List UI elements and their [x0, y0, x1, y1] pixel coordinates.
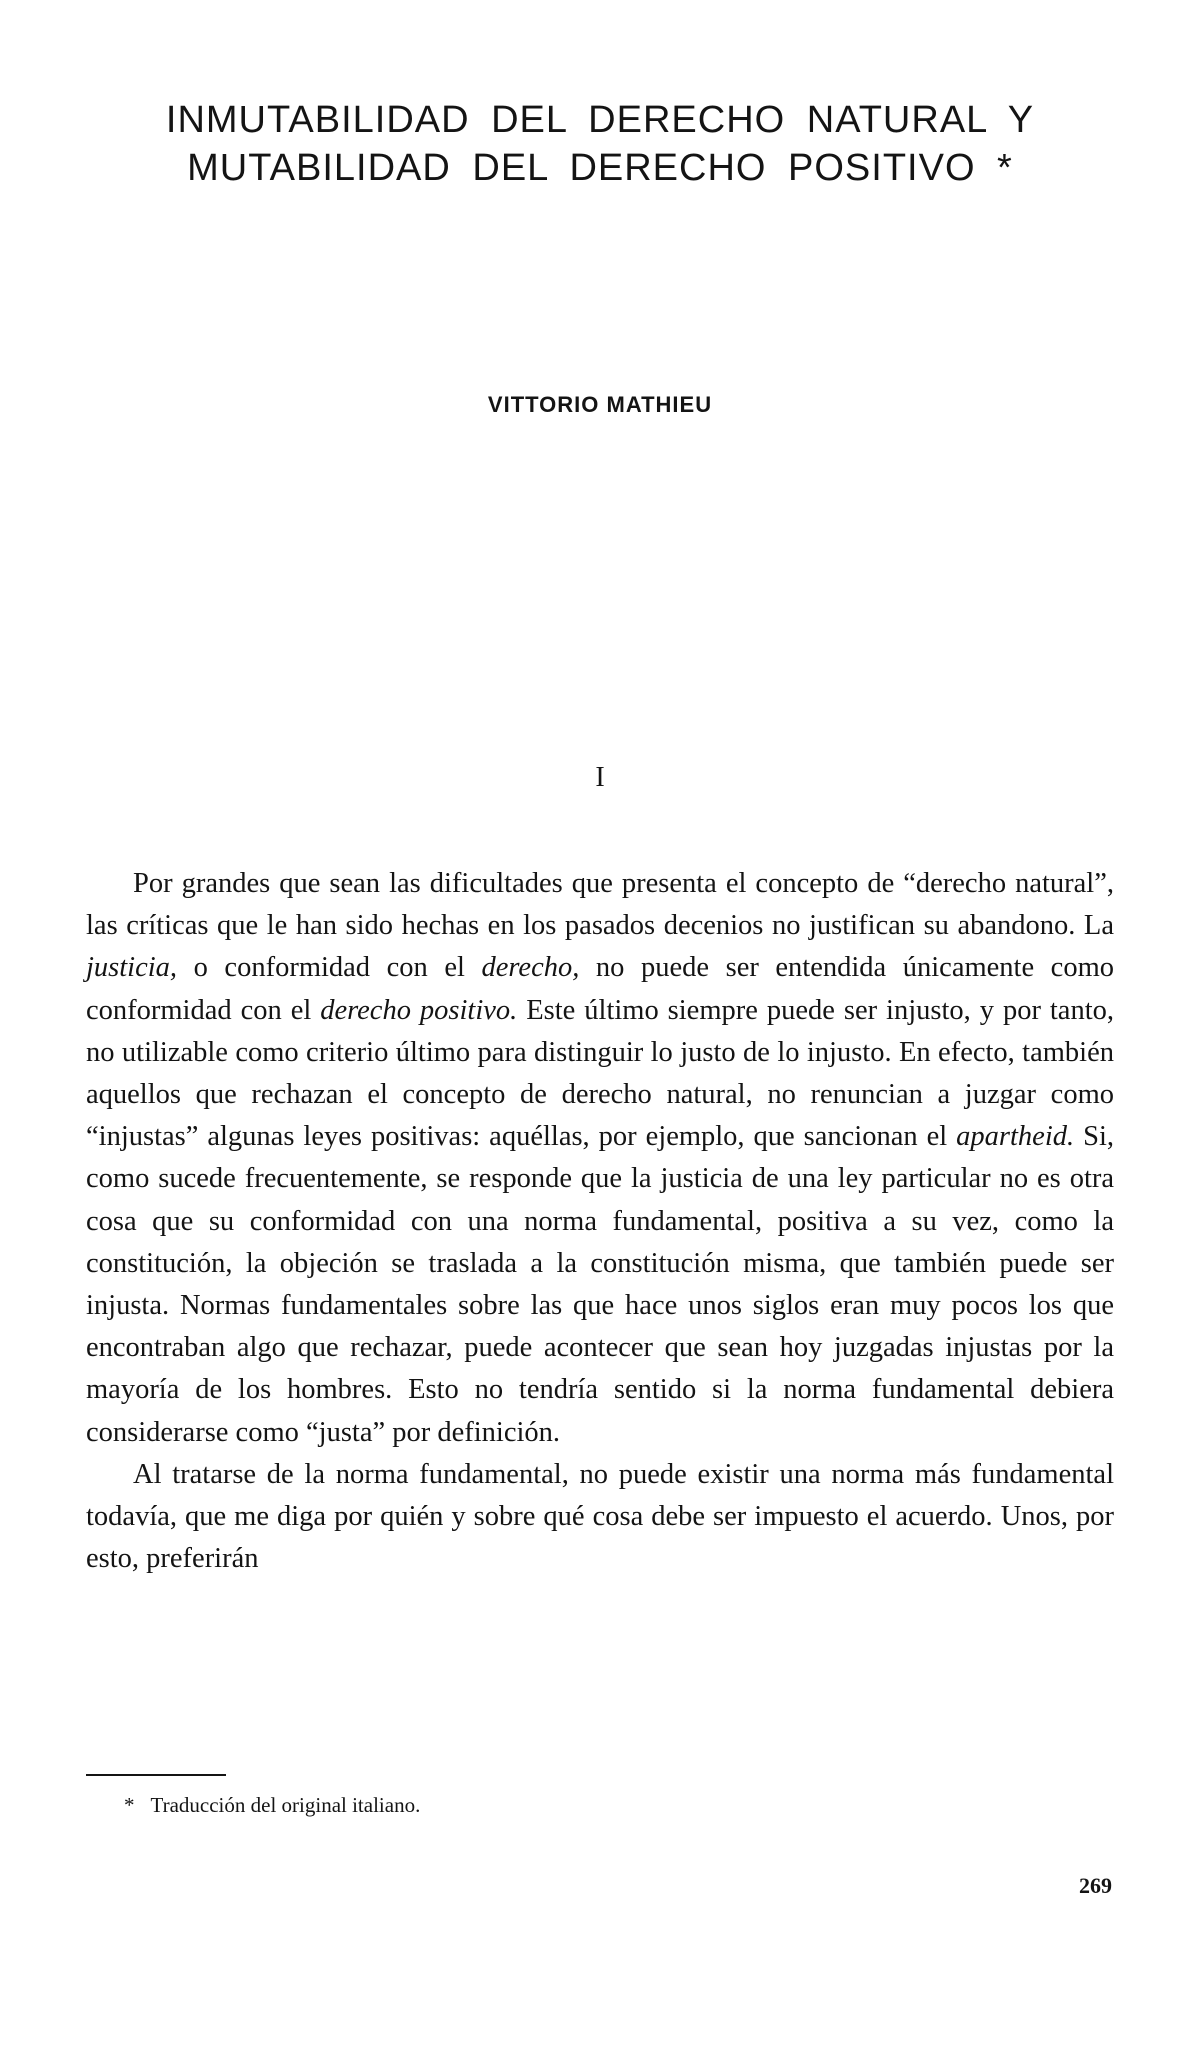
- paragraph-1-italic-justicia: justicia,: [86, 952, 178, 984]
- paragraph-1-text-a: Por grandes que sean las dificultades que presenta el concepto de “derecho natural”, las críticas que le han sido hechas en los pasados decenios no justifican su abandono. La: [86, 868, 1114, 942]
- section-numeral: I: [595, 762, 605, 793]
- paragraph-2: Al tratarse de la norma fundamental, no puede existir una norma más fundamental todavía, que me diga por quién y sobre qué cosa debe ser impuesto el acuerdo. Unos, por esto, preferirán: [86, 1458, 1114, 1575]
- paragraph-1-text-b: o conformidad con el: [177, 952, 482, 984]
- page-number: 269: [1079, 1873, 1112, 1898]
- paragraph-1-italic-apartheid: apartheid.: [956, 1121, 1075, 1153]
- footnote-marker: *: [124, 1793, 135, 1817]
- footnote: [124, 1793, 420, 1818]
- paragraph-1-italic-derecho: derecho,: [481, 952, 580, 984]
- article-title-line-1: INMUTABILIDAD DEL DERECHO NATURAL Y: [165, 99, 1035, 141]
- footnote-divider: [86, 1774, 226, 1776]
- article-title-line-2: MUTABILIDAD DEL DERECHO POSITIVO *: [187, 147, 1013, 189]
- paragraph-1-italic-derecho-positivo: derecho positivo.: [320, 994, 518, 1026]
- author-name: VITTORIO MATHIEU: [487, 392, 713, 417]
- paragraph-1: [86, 863, 1114, 1454]
- paragraph-1-text-c: no puede ser entendida únicamente como conformidad con el: [86, 952, 1114, 1026]
- body-text: [86, 863, 1114, 1580]
- paragraph-1-text-d: Este último siempre puede ser injusto, y por tanto, no utilizable como criterio último para distinguir lo justo de lo injusto. En efecto, también aquellos que rechazan el concepto de derecho natural, no renuncian a juzgar como “injustas” algunas leyes positivas: aquéllas, por ejemplo, que sancionan el: [86, 994, 1115, 1153]
- article-title: [100, 96, 1100, 192]
- footnote-text: Traducción del original italiano.: [150, 1793, 421, 1817]
- paragraph-1-text-e: Si, como sucede frecuentemente, se responde que la justicia de una ley particular no es otra cosa que su conformidad con una norma fundamental, positiva a su vez, como la constitución, la objeción se traslada a la constitución misma, que también puede ser injusta. Normas fundamentales sobre las que hace unos siglos eran muy pocos los que encontraban algo que rechazar, puede acontecer que sean hoy juzgadas injustas por la mayoría de los hombres. Esto no tendría sentido si la norma fundamental debiera considerarse como “justa” por definición.: [86, 1121, 1114, 1448]
